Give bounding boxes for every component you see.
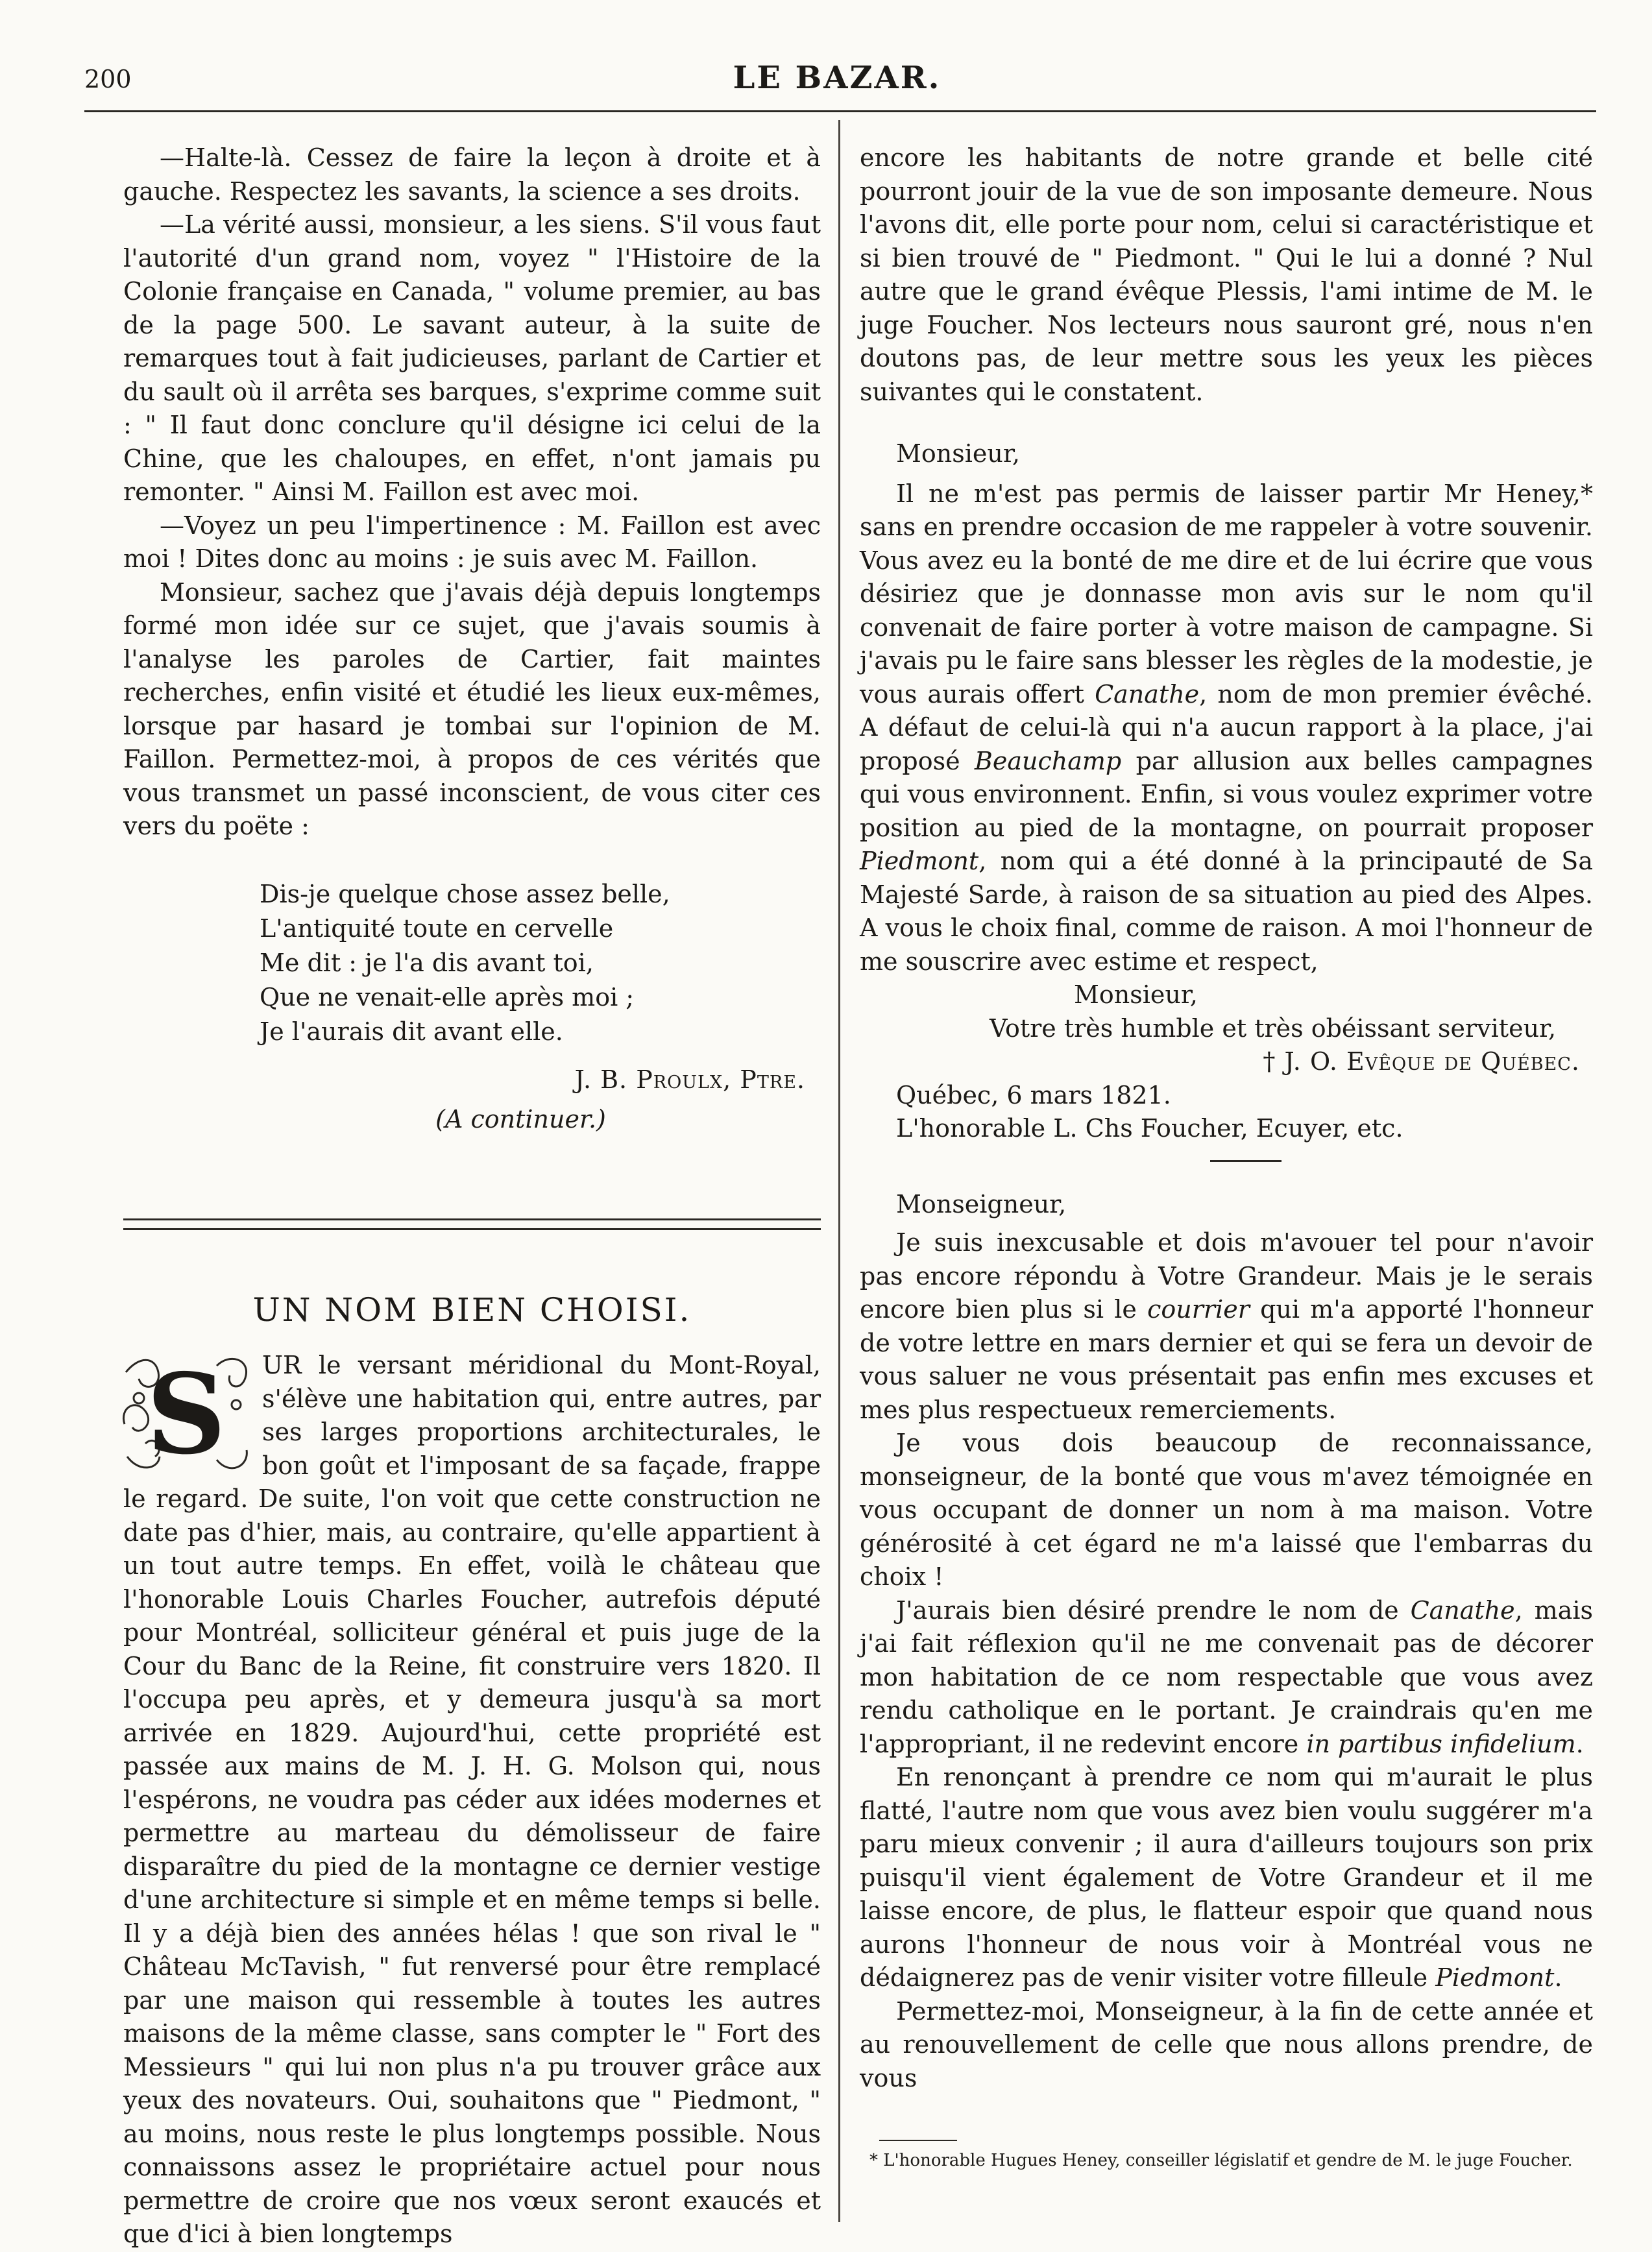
short-rule bbox=[1210, 1160, 1282, 1162]
paragraph: —Voyez un peu l'impertinence : M. Faillon est avec moi ! Dites donc au moins : je suis avec M. Faillon. bbox=[123, 511, 821, 573]
italic-name: Piedmont bbox=[1435, 1963, 1555, 1992]
left-column bbox=[123, 141, 821, 2251]
footnote: * L'honorable Hugues Heney, conseiller législatif et gendre de M. le juge Foucher. bbox=[869, 2151, 1573, 2170]
continued-note: (A continuer.) bbox=[435, 1105, 606, 1133]
letter1-body bbox=[860, 478, 1593, 979]
poem-line: Je l'aurais dit avant elle. bbox=[260, 1017, 563, 1046]
letter1-closing-salutation: Monsieur, bbox=[1074, 980, 1198, 1009]
poem-line: Dis-je quelque chose assez belle, bbox=[260, 879, 670, 908]
letter2-paragraph: Je vous dois beaucoup de reconnaissance, monseigneur, de la bonté que vous m'avez témoignée en vous occupant de donner un nom à ma maison. Votre générosité à cet égard ne m'a laissé que l'embarras du choix ! bbox=[860, 1429, 1593, 1591]
paragraph: —La vérité aussi, monsieur, a les siens. S'il vous faut l'autorité d'un grand nom, voyez " l'Histoire de la Colonie française en Canada, " volume premier, au bas de la page 500. Le savant auteur, à la suite de remarques tout à fait judicieuses, parlant de Cartier et du sault où il arrêta ses barques, s'exprime comme suit : " Il faut donc conclure qu'il désigne ici celui de la Chine, que les chaloupes, en effet, n'ont jamais pu remonter. " Ainsi M. Faillon est avec moi. bbox=[123, 210, 821, 506]
text-run: Je suis inexcusable et dois m'avouer tel pour n'avoir pas encore répondu à Votre Grandeur. Mais je le serais encore bien plus si le bbox=[860, 1228, 1593, 1324]
text-run: qui m'a apporté l'honneur de votre lettre en mars dernier et qui se fera un devoir de vous saluer ne vous présentait pas enfin mes excuses et mes plus respectueux remerciements. bbox=[860, 1295, 1593, 1424]
italic-phrase: in partibus infidelium bbox=[1306, 1729, 1576, 1758]
text-run: , mais j'ai fait réflexion qu'il ne me convenait pas de décorer mon habitation de ce nom respectable que vous avez rendu catholique en le portant. Je craindrais qu'en me l'appropriant, il ne redevint encore bbox=[860, 1595, 1593, 1758]
letter2-paragraph: Permettez-moi, Monseigneur, à la fin de cette année et au renouvellement de celle que nous allons prendre, de vous bbox=[860, 1996, 1593, 2092]
right-column bbox=[860, 141, 1593, 2095]
text-run: . bbox=[1554, 1963, 1562, 1992]
ornamental-dropcap bbox=[119, 1350, 253, 1479]
paragraph: encore les habitants de notre grande et belle cité pourront jouir de la vue de son imposante demeure. Nous l'avons dit, elle porte pour nom, celui si caractéristique et si bien trouvé de " Piedmont. " Qui le lui a donné ? Nul autre que le grand évêque Plessis, l'ami intime de M. le juge Foucher. Nos lecteurs nous sauront gré, nous n'en doutons pas, de leur mettre sous les yeux les pièces suivantes qui le constatent. bbox=[860, 143, 1593, 406]
letter2-paragraph bbox=[860, 1761, 1593, 1995]
letter2-paragraph bbox=[860, 1226, 1593, 1427]
article-first-paragraph bbox=[123, 1349, 821, 2251]
italic-name: Canathe bbox=[1095, 679, 1200, 708]
text-run: par allusion aux belles campagnes qui vous environnent. Enfin, si vous voulez exprimer votre position au pied de la montagne, on pourrait proposer bbox=[860, 746, 1594, 842]
letter1-addressee: L'honorable L. Chs Foucher, Ecuyer, etc. bbox=[896, 1114, 1403, 1143]
text-run: . bbox=[1575, 1729, 1584, 1758]
poem-line: Me dit : je l'a dis avant toi, bbox=[260, 948, 594, 977]
poem-line: L'antiquité toute en cervelle bbox=[260, 914, 614, 943]
letter1-salutation: Monsieur, bbox=[896, 439, 1020, 468]
dropcap-letter: S bbox=[146, 1350, 226, 1479]
text-run: , nom de mon premier évêché. A défaut de celui-là qui n'a aucun rapport à la place, j'ai proposé bbox=[860, 679, 1593, 775]
page-number: 200 bbox=[84, 65, 132, 93]
running-title: LE BAZAR. bbox=[733, 60, 941, 96]
paragraph: —Halte-là. Cessez de faire la leçon à droite et à gauche. Respectez les savants, la science a ses droits. bbox=[123, 143, 821, 206]
text-run: J'aurais bien désiré prendre le nom de bbox=[896, 1595, 1411, 1625]
text-run: En renonçant à prendre ce nom qui m'aurait le plus flatté, l'autre nom que vous avez bien voulu suggérer m'a paru mieux convenir ; il aura d'ailleurs toujours son prix puisqu'il vient également de Votre Grandeur et il me laisse encore, de plus, le flatteur espoir que quand nous aurons l'honneur de nous voir à Montréal vous ne dédaignerez pas de venir visiter votre filleule bbox=[860, 1763, 1593, 1992]
italic-name: Beauchamp bbox=[974, 746, 1122, 775]
paragraph: Monsieur, sachez que j'avais déjà depuis longtemps formé mon idée sur ce sujet, que j'avais soumis à l'analyse les paroles de Cartier, fait maintes recherches, enfin visité et étudié les lieux eux-mêmes, lorsque par hasard je tombai sur l'opinion de M. Faillon. Permettez-moi, à propos de ces vérités que vous transmet un passé inconscient, de vous citer ces vers du poëte : bbox=[123, 577, 821, 840]
poem-line: Que ne venait-elle après moi ; bbox=[260, 982, 635, 1011]
letter1-signature: † J. O. Evêque de Québec. bbox=[1263, 1047, 1580, 1076]
italic-name: Canathe bbox=[1410, 1595, 1515, 1625]
letter1-date: Québec, 6 mars 1821. bbox=[896, 1080, 1171, 1109]
footnote-rule bbox=[879, 2140, 957, 2141]
article-text: UR le versant méridional du Mont-Royal, s'élève une habitation qui, entre autres, par ses larges proportions architecturales, le bon goût et l'imposant de sa façade, frappe le regard. De suite, l'on voit que cette construction ne date pas d'hier, mais, au contraire, qu'elle appartient à un tout autre temps. En effet, voilà le château que l'honorable Louis Charles Foucher, autrefois député pour Montréal, solliciteur général et puis juge de la Cour du Banc de la Reine, fit construire vers 1820. Il l'occupa peu après, et y demeura jusqu'à sa mort arrivée en 1829. Aujourd'hui, cette propriété est passée aux mains de M. J. H. G. Molson qui, nous l'espérons, ne voudra pas céder aux idées modernes et permettre au marteau du démolisseur de faire disparaître du pied de la montagne ce dernier vestige d'une architecture si simple et en même temps si belle. Il y a déjà bien des années hélas ! que son rival le " Château McTavish, " fut renversé pour être remplacé par une maison qui ressemble à toutes les autres maisons de la même classe, sans compter le " Fort des Messieurs " qui lui non plus n'a pu trouver grâce aux yeux des novateurs. Oui, souhaitons que " Piedmont, " au moins, nous reste le plus longtemps possible. Nous connaissons assez le propriétaire actuel pour nous permettre de croire que nos vœux seront exaucés et que d'ici à bien longtemps bbox=[123, 1351, 821, 2248]
text-run: Il ne m'est pas permis de laisser partir Mr Heney,* sans en prendre occasion de me rappeler à votre souvenir. Vous avez eu la bonté de me dire et de lui écrire que vous désiriez que je donnasse mon avis sur le nom qu'il convenait de faire porter à votre maison de campagne. Si j'avais pu le faire sans blesser les règles de la modestie, je vous aurais offert bbox=[860, 479, 1593, 708]
letter2-paragraph bbox=[860, 1594, 1593, 1762]
text-run: , nom qui a été donné à la principauté de Sa Majesté Sarde, à raison de sa situation au pied des Alpes. A vous le choix final, comme de raison. A moi l'honneur de me souscrire avec estime et respect, bbox=[860, 847, 1593, 976]
page-header bbox=[84, 60, 1590, 105]
poem bbox=[260, 877, 821, 1049]
column-divider bbox=[838, 120, 840, 2222]
italic-name: Piedmont bbox=[860, 847, 979, 875]
italic-word: courrier bbox=[1147, 1295, 1250, 1324]
letter2-salutation: Monseigneur, bbox=[896, 1189, 1067, 1218]
author-signature: J. B. Proulx, Ptre. bbox=[574, 1065, 805, 1094]
section-title: UN NOM BIEN CHOISI. bbox=[252, 1290, 692, 1329]
section-double-rule bbox=[123, 1218, 821, 1230]
header-rule bbox=[84, 110, 1596, 112]
letter1-closing-formula: Votre très humble et très obéissant serviteur, bbox=[990, 1013, 1557, 1043]
